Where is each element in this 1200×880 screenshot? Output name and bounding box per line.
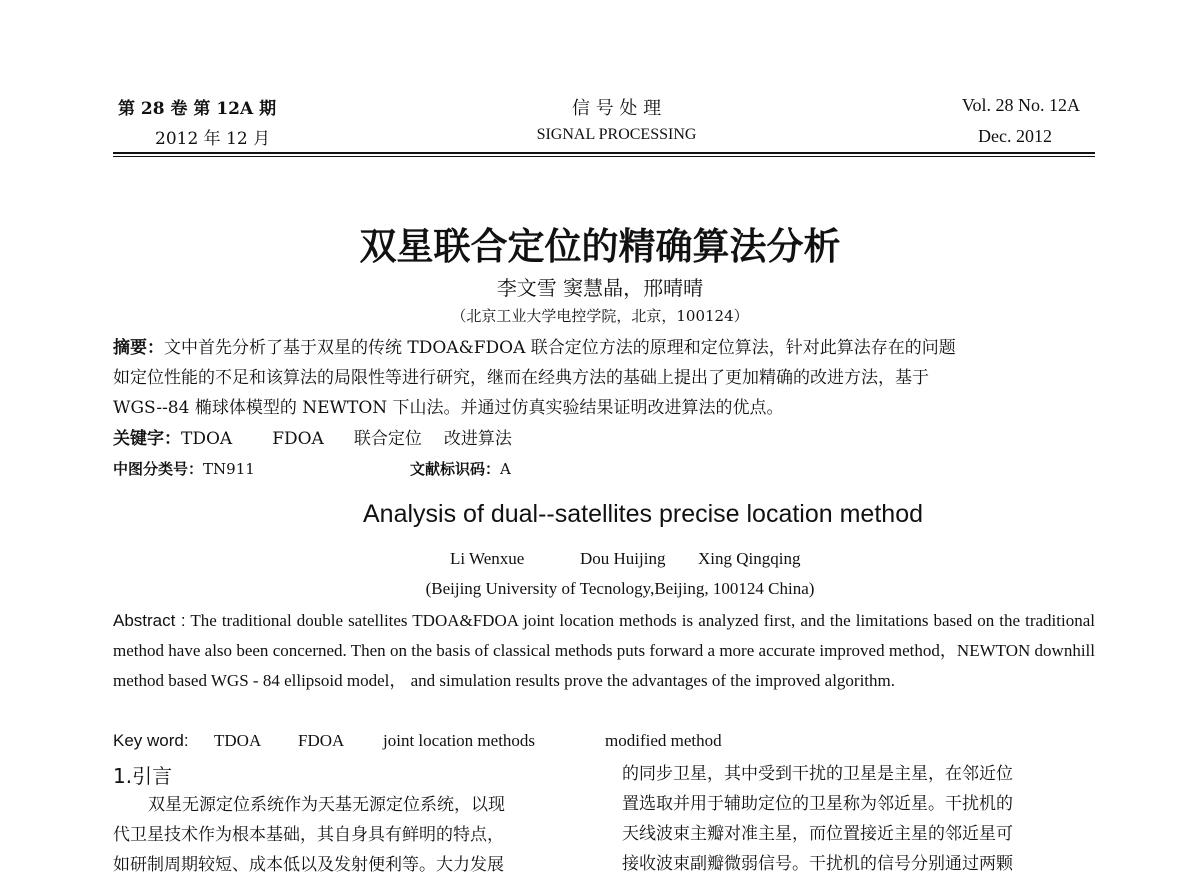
body-left-line-3: 如研制周期较短、成本低以及发射便利等。大力发展 [113, 855, 504, 875]
body-right-line-2: 置选取并用于辅助定位的卫星称为邻近星。干扰机的 [622, 794, 1013, 814]
document-code [410, 458, 511, 479]
volume-issue-cn: 第 28 卷 第 12A 期 [118, 99, 277, 119]
volume-issue-en: Vol. 28 No. 12A [961, 95, 1080, 115]
keyword-en-2: FDOA [298, 731, 345, 750]
keywords-en-label: Key word: [113, 731, 189, 750]
abstract-en-text: The traditional double satellites TDOA&FDOA joint location methods is analyzed first, and the limitations based on the traditional method have also been concerned. Then on the basis of classical methods puts forward a more accurate improved method，NEWTON downhill method based WGS - 84 ellipsoid model， and simulation results prove the advantages of the improved algorithm. [113, 611, 1095, 690]
authors-cn: 李文雪 窦慧晶，邢晴晴 [496, 276, 704, 300]
clc-number [113, 458, 255, 479]
author-en-1: Li Wenxue [450, 549, 525, 568]
date-cn: 2012 年 12 月 [155, 129, 271, 149]
header-rule-thick [113, 152, 1095, 154]
keyword-en-1: TDOA [214, 731, 262, 750]
affiliation-en: (Beijing University of Tecnology,Beijing, 100124 China) [425, 579, 815, 598]
keywords-cn-label: 关键字： [113, 429, 181, 449]
abstract-en-label: Abstract : [113, 611, 186, 630]
body-right-line-4: 接收波束副瓣微弱信号。干扰机的信号分别通过两颗 [622, 854, 1013, 874]
paper-title-en: Analysis of dual--satellites precise location method [363, 500, 923, 528]
keywords-cn [113, 426, 1095, 453]
abstract-cn-line-2: 如定位性能的不足和该算法的局限性等进行研究，继而在经典方法的基础上提出了更加精确的改进方法，基于 [113, 368, 929, 388]
author-en-2: Dou Huijing [580, 549, 666, 568]
abstract-cn-line-1 [113, 335, 1095, 362]
doc-code-value: A [500, 460, 511, 478]
header-rule-thin [113, 156, 1095, 157]
clc-value: TN911 [203, 460, 255, 478]
body-left-line-1: 双星无源定位系统作为天基无源定位系统，以现 [148, 795, 505, 815]
keyword-cn-2: FDOA [272, 429, 324, 449]
keyword-cn-4: 改进算法 [443, 429, 512, 449]
section-1-heading: 1.引言 [113, 764, 173, 788]
body-left-line-2: 代卫星技术作为根本基础，其自身具有鲜明的特点， [113, 825, 504, 845]
keyword-cn-1: TDOA [181, 429, 233, 449]
keyword-en-4: modified method [605, 731, 722, 750]
author-en-3: Xing Qingqing [698, 549, 801, 568]
journal-name-en: SIGNAL PROCESSING [536, 126, 697, 143]
abstract-cn-text-1: 文中首先分析了基于双星的传统 TDOA&FDOA 联合定位方法的原理和定位算法，针对此算法存在的问题 [164, 338, 956, 358]
abstract-cn-line-3: WGS--84 椭球体模型的 NEWTON 下山法。并通过仿真实验结果证明改进算法的优点。 [113, 398, 784, 418]
keyword-en-3: joint location methods [383, 731, 536, 750]
abstract-cn-label: 摘要： [113, 338, 164, 358]
clc-label: 中图分类号： [113, 460, 204, 478]
journal-name-cn: 信 号 处 理 [571, 98, 662, 119]
abstract-en [113, 606, 1095, 696]
affiliation-cn: （北京工业大学电控学院，北京，100124） [451, 307, 749, 325]
paper-title-cn: 双星联合定位的精确算法分析 [359, 225, 841, 268]
body-right-line-3: 天线波束主瓣对准主星，而位置接近主星的邻近星可 [622, 824, 1013, 844]
body-right-line-1: 的同步卫星，其中受到干扰的卫星是主星，在邻近位 [622, 764, 1013, 784]
keyword-cn-3: 联合定位 [353, 429, 422, 449]
doc-code-label: 文献标识码： [410, 460, 501, 478]
date-en: Dec. 2012 [978, 126, 1052, 146]
